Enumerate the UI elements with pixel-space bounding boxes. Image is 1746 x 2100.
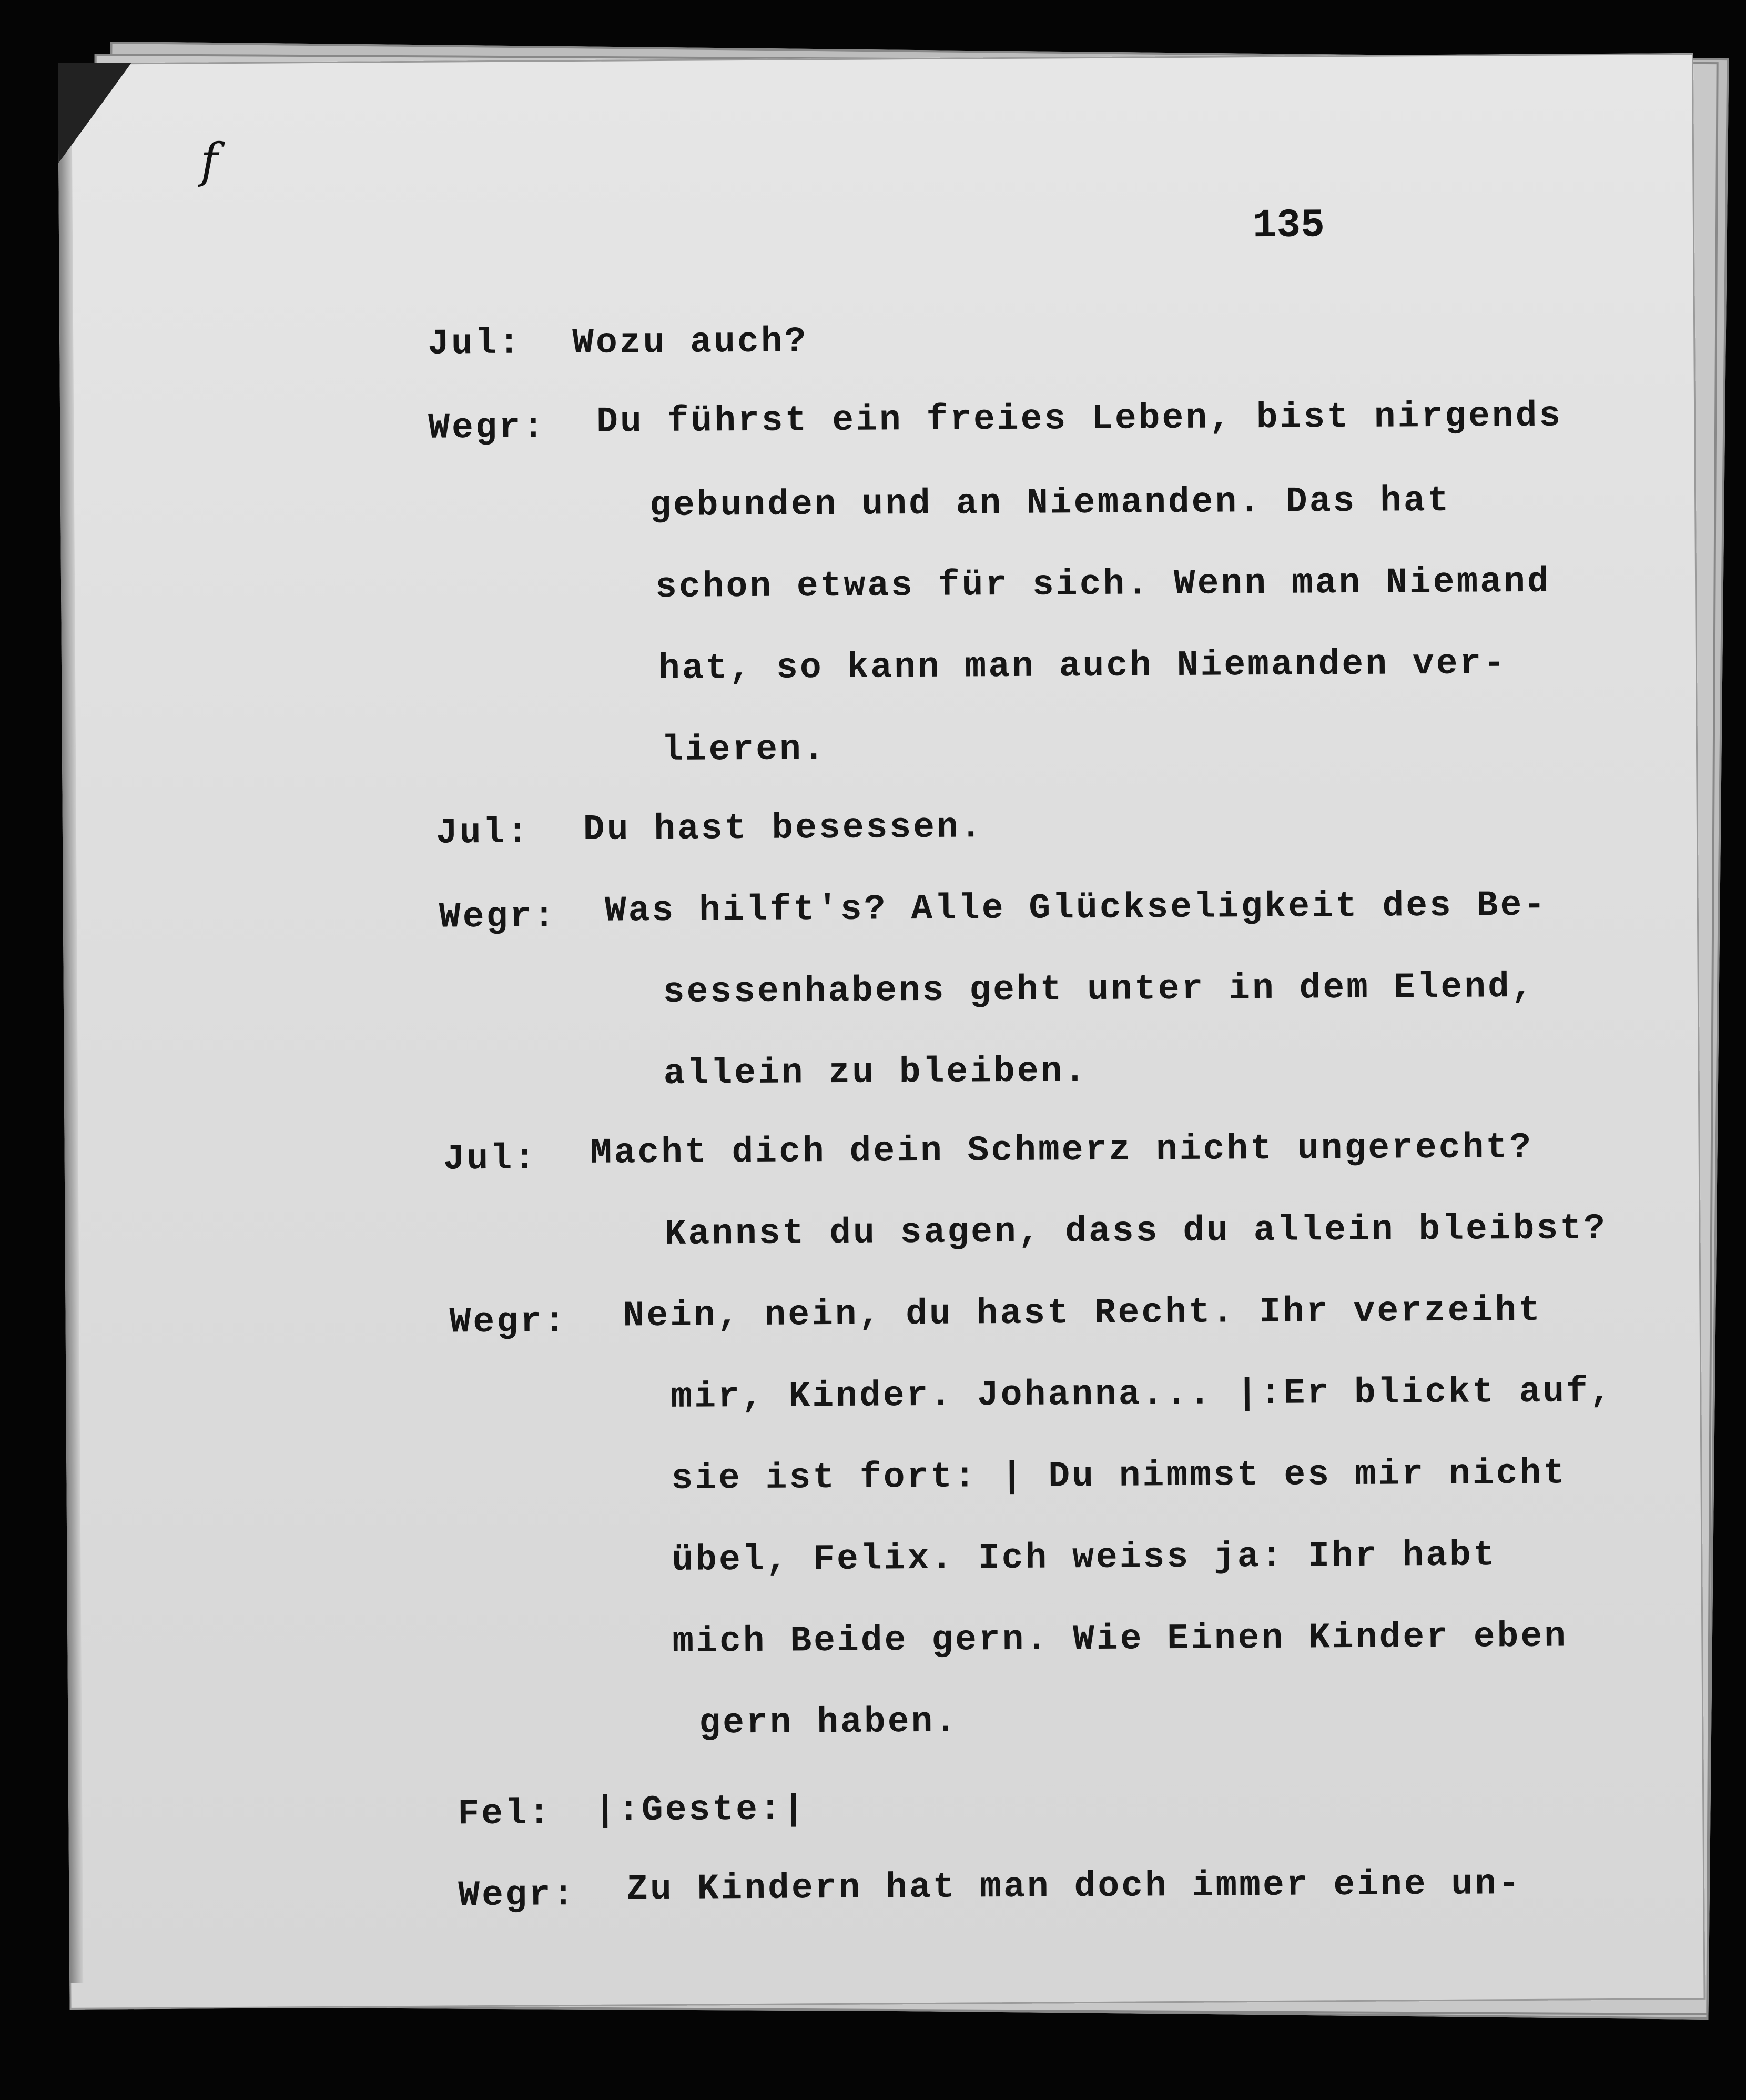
speaker-label: Jul:: [435, 812, 531, 854]
dialogue-line: gebunden und an Niemanden. Das hat: [649, 480, 1451, 527]
speaker-label: Wegr:: [439, 896, 557, 938]
dialogue-line: Was hilft's? Alle Glückseligkeit des Be-: [604, 885, 1548, 932]
dialogue-line: Du hast besessen.: [583, 807, 984, 850]
dialogue-line: Du führst ein freies Leben, bist nirgends: [596, 396, 1563, 442]
dialogue-line: übel, Felix. Ich weiss ja: Ihr habt: [672, 1535, 1497, 1581]
dialogue-line: allein zu bleiben.: [663, 1051, 1088, 1094]
page-edge-shadow: [58, 142, 83, 1983]
dialogue-line: Zu Kindern hat man doch immer eine un-: [626, 1864, 1522, 1910]
dialogue-line: lieren.: [661, 729, 827, 771]
dialogue-line: hat, so kann man auch Niemanden ver-: [658, 643, 1507, 690]
dialogue-line: sessenhabens geht unter in dem Elend,: [663, 966, 1535, 1013]
dialogue-line: Kannst du sagen, dass du allein bleibst?: [664, 1208, 1608, 1255]
speaker-label: Jul:: [443, 1138, 538, 1180]
speaker-label: Fel:: [458, 1793, 552, 1835]
dialogue-line: gern haben.: [699, 1701, 959, 1744]
dialogue-line: Macht dich dein Schmerz nicht ungerecht?: [590, 1127, 1534, 1174]
dialogue-line: mich Beide gern. Wie Einen Kinder eben: [672, 1616, 1568, 1662]
dialogue-line: schon etwas für sich. Wenn man Niemand: [655, 561, 1551, 608]
dialogue-line: Nein, nein, du hast Recht. Ihr verzeiht: [623, 1290, 1542, 1337]
folded-corner: [58, 63, 132, 163]
speaker-label: Wegr:: [449, 1301, 567, 1343]
typed-page: [58, 53, 1706, 2010]
stage-direction: |:Geste:|: [594, 1789, 807, 1831]
margin-mark: f: [200, 133, 218, 189]
dialogue-line: mir, Kinder. Johanna... |:Er blickt auf,: [671, 1371, 1613, 1418]
dialogue-line: Wozu auch?: [572, 321, 808, 364]
page-number: 135: [1252, 203, 1325, 249]
dialogue-line: sie ist fort: | Du nimmst es mir nicht: [671, 1453, 1567, 1499]
speaker-label: Jul:: [428, 323, 522, 365]
speaker-label: Wegr:: [428, 407, 546, 449]
speaker-label: Wegr:: [458, 1875, 576, 1916]
